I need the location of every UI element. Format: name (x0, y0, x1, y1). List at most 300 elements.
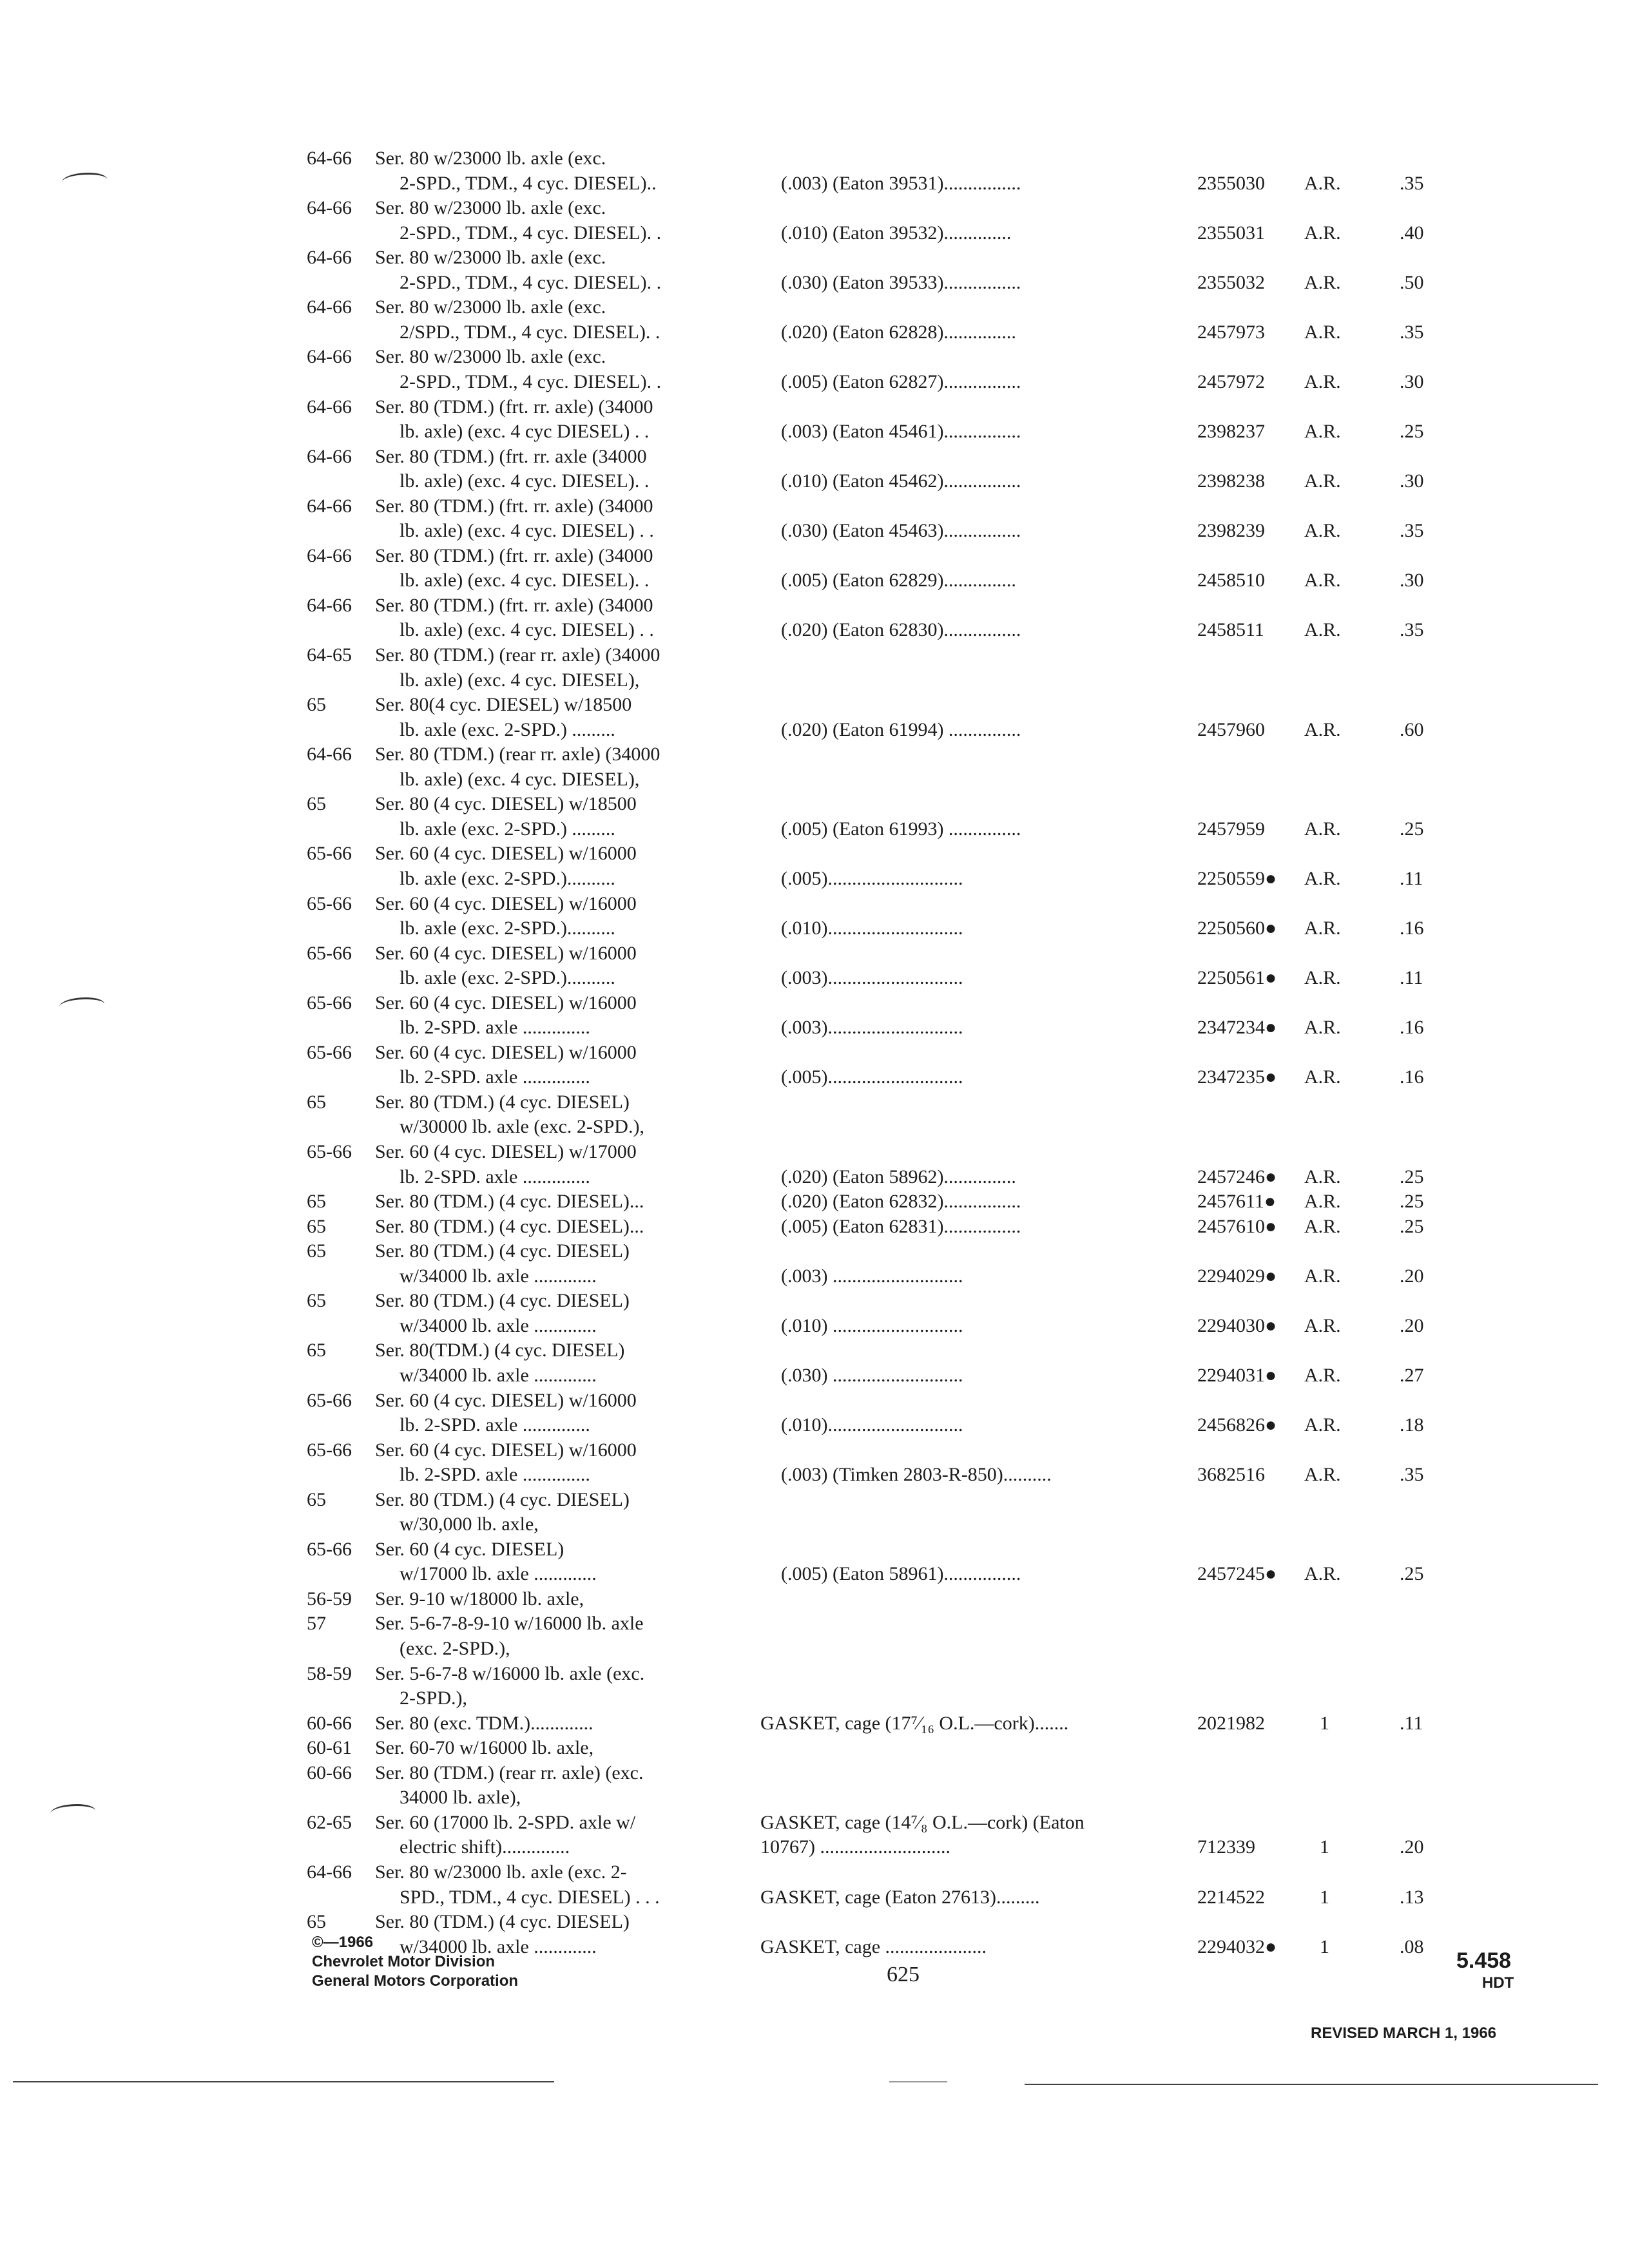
table-row (0, 644, 1629, 667)
description-cell: (.003)............................ (781, 967, 963, 989)
application-cell: lb. 2-SPD. axle .............. (400, 1414, 590, 1436)
application-cell: Ser. 80 (TDM.) (frt. rr. axle) (34000 (375, 495, 653, 517)
part-number-cell: 2355032 (1197, 271, 1265, 293)
application-cell: (exc. 2-SPD.), (400, 1638, 510, 1659)
application-cell: Ser. 80 w/23000 lb. axle (exc. 2- (375, 1861, 627, 1883)
part-number-cell: 2457245● (1197, 1563, 1277, 1585)
table-row (0, 1115, 1629, 1139)
price-cell: .35 (1400, 1464, 1424, 1486)
price-cell: .50 (1400, 271, 1424, 293)
price-cell: .35 (1400, 321, 1424, 343)
section-code: HDT (1482, 1974, 1514, 1992)
application-cell: Ser. 80(4 cyc. DIESEL) w/18500 (375, 694, 632, 716)
part-number-cell: 3682516 (1197, 1464, 1265, 1486)
part-number-cell: 2294029● (1197, 1265, 1277, 1287)
year-cell: 58-59 (307, 1662, 352, 1684)
price-cell: .16 (1400, 1066, 1424, 1088)
table-row (0, 1687, 1629, 1710)
quantity-cell: A.R. (1304, 1364, 1341, 1386)
year-cell: 64-66 (307, 296, 352, 318)
bottom-rule (889, 2081, 947, 2082)
table-row (0, 246, 1629, 269)
table-row (0, 544, 1629, 568)
part-number-cell: 2398238 (1197, 470, 1265, 492)
table-row (0, 966, 1629, 990)
description-cell: GASKET, cage (14⁷⁄₈ O.L.—cork) (Eaton (760, 1811, 1084, 1833)
description-cell: (.020) (Eaton 62832)................ (781, 1191, 1021, 1213)
application-cell: Ser. 80 (TDM.) (frt. rr. axle) (34000 (375, 396, 653, 418)
application-cell: Ser. 5-6-7-8 w/16000 lb. axle (exc. (375, 1662, 645, 1684)
part-number-cell: 2457246● (1197, 1166, 1277, 1187)
year-cell: 65-66 (307, 843, 352, 865)
table-row (0, 1488, 1629, 1512)
application-cell: Ser. 80 w/23000 lb. axle (exc. (375, 296, 606, 318)
quantity-cell: A.R. (1304, 271, 1341, 293)
application-cell: lb. axle) (exc. 4 cyc. DIESEL) . . (400, 520, 654, 542)
description-cell: (.020) (Eaton 61994) ............... (781, 718, 1021, 740)
year-cell: 56-59 (307, 1588, 352, 1610)
price-cell: .25 (1400, 1215, 1424, 1237)
year-cell: 65 (307, 1488, 326, 1510)
quantity-cell: A.R. (1304, 172, 1341, 194)
application-cell: 2-SPD., TDM., 4 cyc. DIESEL). . (400, 222, 662, 244)
quantity-cell: A.R. (1304, 570, 1341, 591)
quantity-cell: A.R. (1304, 1414, 1341, 1436)
table-row (0, 892, 1629, 916)
application-cell: lb. axle (exc. 2-SPD.).......... (400, 867, 615, 889)
table-row (0, 1612, 1629, 1635)
description-cell: 10767) ........................... (760, 1836, 950, 1858)
application-cell: w/34000 lb. axle ............. (400, 1314, 597, 1336)
application-cell: 2-SPD.), (400, 1687, 468, 1709)
quantity-cell: A.R. (1304, 1017, 1341, 1039)
table-row (0, 1339, 1629, 1362)
application-cell: Ser. 80 (TDM.) (4 cyc. DIESEL)... (375, 1215, 644, 1237)
table-row (0, 818, 1629, 841)
application-cell: Ser. 80 (TDM.) (rear rr. axle) (34000 (375, 744, 660, 765)
part-number-cell: 2457611● (1197, 1191, 1277, 1213)
application-cell: lb. axle (exc. 2-SPD.).......... (400, 918, 615, 939)
part-number-cell: 2294031● (1197, 1364, 1277, 1386)
table-row (0, 519, 1629, 543)
application-cell: lb. axle (exc. 2-SPD.) ......... (400, 818, 615, 840)
quantity-cell: A.R. (1304, 1314, 1341, 1336)
table-row (0, 1166, 1629, 1189)
description-cell: GASKET, cage (17⁷⁄₁₆ O.L.—cork)....... (760, 1712, 1069, 1734)
price-cell: .30 (1400, 570, 1424, 591)
price-cell: .25 (1400, 1191, 1424, 1213)
price-cell: .30 (1400, 470, 1424, 492)
application-cell: Ser. 9-10 w/18000 lb. axle, (375, 1588, 584, 1610)
year-cell: 64-66 (307, 1861, 352, 1883)
table-row (0, 1265, 1629, 1288)
quantity-cell: A.R. (1304, 370, 1341, 392)
table-row (0, 1016, 1629, 1039)
part-number-cell: 2250560● (1197, 918, 1277, 939)
quantity-cell: 1 (1320, 1712, 1329, 1734)
year-cell: 65 (307, 1191, 326, 1213)
price-cell: .20 (1400, 1265, 1424, 1287)
application-cell: Ser. 60 (4 cyc. DIESEL) w/16000 (375, 1439, 637, 1461)
quantity-cell: 1 (1320, 1936, 1329, 1957)
application-cell: Ser. 60 (4 cyc. DIESEL) w/16000 (375, 942, 637, 964)
year-cell: 65 (307, 793, 326, 815)
part-number-cell: 2294030● (1197, 1314, 1277, 1336)
application-cell: Ser. 80 (TDM.) (4 cyc. DIESEL)... (375, 1191, 644, 1213)
table-row (0, 693, 1629, 716)
part-number-cell: 2456826● (1197, 1414, 1277, 1436)
application-cell: 2-SPD., TDM., 4 cyc. DIESEL). . (400, 370, 662, 392)
application-cell: Ser. 80 (TDM.) (4 cyc. DIESEL) (375, 1290, 630, 1312)
description-cell: GASKET, cage (Eaton 27613)......... (760, 1886, 1040, 1908)
quantity-cell: 1 (1320, 1836, 1329, 1858)
year-cell: 64-66 (307, 247, 352, 269)
description-cell: (.020) (Eaton 62830)................ (781, 619, 1021, 641)
table-row (0, 1389, 1629, 1412)
table-row (0, 1786, 1629, 1809)
part-number-cell: 712339 (1197, 1836, 1255, 1858)
table-row (0, 867, 1629, 890)
table-row (0, 1289, 1629, 1312)
application-cell: Ser. 80 (4 cyc. DIESEL) w/18500 (375, 793, 637, 815)
table-row (0, 445, 1629, 468)
bottom-rule (1025, 2084, 1598, 2085)
price-cell: .60 (1400, 718, 1424, 740)
bottom-rule (13, 2081, 554, 2082)
year-cell: 65-66 (307, 1439, 352, 1461)
table-row (0, 942, 1629, 965)
table-row (0, 1662, 1629, 1686)
price-cell: .25 (1400, 421, 1424, 443)
part-number-cell: 2355031 (1197, 222, 1265, 244)
application-cell: Ser. 80 w/23000 lb. axle (exc. (375, 148, 606, 169)
application-cell: Ser. 60-70 w/16000 lb. axle, (375, 1737, 594, 1759)
application-cell: Ser. 80 w/23000 lb. axle (exc. (375, 197, 606, 219)
year-cell: 64-66 (307, 594, 352, 616)
year-cell: 65-66 (307, 892, 352, 914)
table-row (0, 296, 1629, 319)
table-row (0, 1041, 1629, 1064)
application-cell: w/30000 lb. axle (exc. 2-SPD.), (400, 1116, 644, 1138)
application-cell: lb. axle) (exc. 4 cyc. DIESEL) . . (400, 619, 654, 641)
part-number-cell: 2458510 (1197, 570, 1265, 591)
application-cell: Ser. 60 (4 cyc. DIESEL) w/16000 (375, 892, 637, 914)
table-row (0, 1439, 1629, 1462)
description-cell: (.030) (Eaton 45463)................ (781, 520, 1021, 542)
quantity-cell: A.R. (1304, 421, 1341, 443)
table-row (0, 1364, 1629, 1387)
table-row (0, 396, 1629, 419)
table-row (0, 917, 1629, 940)
description-cell: (.030) ........................... (781, 1364, 963, 1386)
table-row (0, 669, 1629, 692)
description-cell: (.005) (Eaton 62831)................ (781, 1215, 1021, 1237)
application-cell: Ser. 5-6-7-8-9-10 w/16000 lb. axle (375, 1613, 644, 1635)
part-number-cell: 2347235● (1197, 1066, 1277, 1088)
price-cell: .27 (1400, 1364, 1424, 1386)
application-cell: w/34000 lb. axle ............. (400, 1936, 597, 1957)
application-cell: lb. 2-SPD. axle .............. (400, 1166, 590, 1187)
application-cell: Ser. 80 (TDM.) (frt. rr. axle) (34000 (375, 544, 653, 566)
year-cell: 65-66 (307, 942, 352, 964)
table-row (0, 1463, 1629, 1486)
application-cell: Ser. 80 (TDM.) (4 cyc. DIESEL) (375, 1091, 630, 1113)
price-cell: .30 (1400, 370, 1424, 392)
table-row (0, 992, 1629, 1015)
year-cell: 64-65 (307, 644, 352, 666)
price-cell: .20 (1400, 1314, 1424, 1336)
part-number-cell: 2021982 (1197, 1712, 1265, 1734)
description-cell: (.005)............................ (781, 1066, 963, 1088)
table-row (0, 569, 1629, 592)
part-number-cell: 2457610● (1197, 1215, 1277, 1237)
year-cell: 65-66 (307, 1389, 352, 1411)
application-cell: Ser. 60 (4 cyc. DIESEL) w/17000 (375, 1141, 637, 1162)
year-cell: 65-66 (307, 1041, 352, 1063)
year-cell: 65 (307, 1091, 326, 1113)
part-number-cell: 2458511 (1197, 619, 1264, 641)
application-cell: lb. axle) (exc. 4 cyc. DIESEL), (400, 669, 640, 691)
application-cell: Ser. 80 (TDM.) (frt. rr. axle) (34000 (375, 594, 653, 616)
price-cell: .35 (1400, 172, 1424, 194)
application-cell: lb. 2-SPD. axle .............. (400, 1066, 590, 1088)
application-cell: Ser. 60 (4 cyc. DIESEL) (375, 1538, 564, 1560)
application-cell: Ser. 60 (4 cyc. DIESEL) w/16000 (375, 1389, 637, 1411)
table-row (0, 743, 1629, 766)
description-cell: GASKET, cage ..................... (760, 1936, 987, 1957)
year-cell: 65-66 (307, 992, 352, 1014)
application-cell: lb. axle (exc. 2-SPD.).......... (400, 967, 615, 989)
year-cell: 60-66 (307, 1762, 352, 1783)
application-cell: Ser. 80 (exc. TDM.)............. (375, 1712, 593, 1734)
price-cell: .35 (1400, 619, 1424, 641)
application-cell: w/34000 lb. axle ............. (400, 1265, 597, 1287)
year-cell: 64-66 (307, 148, 352, 169)
year-cell: 65 (307, 1215, 326, 1237)
table-row (0, 495, 1629, 518)
year-cell: 62-65 (307, 1811, 352, 1833)
part-number-cell: 2294032● (1197, 1936, 1277, 1957)
part-number-cell: 2347234● (1197, 1017, 1277, 1039)
quantity-cell: A.R. (1304, 1563, 1341, 1585)
table-row (0, 1091, 1629, 1114)
description-cell: (.003)............................ (781, 1017, 963, 1039)
table-row (0, 1712, 1629, 1735)
part-number-cell: 2250561● (1197, 967, 1277, 989)
quantity-cell: A.R. (1304, 520, 1341, 542)
application-cell: Ser. 80 (TDM.) (4 cyc. DIESEL) (375, 1911, 630, 1933)
quantity-cell: A.R. (1304, 918, 1341, 939)
table-row (0, 271, 1629, 294)
quantity-cell: A.R. (1304, 1464, 1341, 1486)
description-cell: (.020) (Eaton 62828)............... (781, 321, 1016, 343)
application-cell: electric shift).............. (400, 1836, 570, 1858)
quantity-cell: A.R. (1304, 1215, 1341, 1237)
price-cell: .16 (1400, 1017, 1424, 1039)
year-cell: 60-66 (307, 1712, 352, 1734)
year-cell: 64-66 (307, 197, 352, 219)
application-cell: lb. axle (exc. 2-SPD.) ......... (400, 718, 615, 740)
table-row (0, 1240, 1629, 1263)
table-row (0, 1140, 1629, 1164)
description-cell: (.010) (Eaton 45462)................ (781, 470, 1021, 492)
part-number-cell: 2457959 (1197, 818, 1265, 840)
application-cell: Ser. 60 (4 cyc. DIESEL) w/16000 (375, 992, 637, 1014)
year-cell: 65-66 (307, 1538, 352, 1560)
application-cell: Ser. 80 (TDM.) (4 cyc. DIESEL) (375, 1240, 630, 1262)
application-cell: Ser. 80 (TDM.) (rear rr. axle) (exc. (375, 1762, 644, 1783)
application-cell: Ser. 80 (TDM.) (frt. rr. axle (34000 (375, 445, 647, 467)
year-cell: 65 (307, 1290, 326, 1312)
application-cell: lb. 2-SPD. axle .............. (400, 1017, 590, 1039)
year-cell: 57 (307, 1613, 326, 1635)
quantity-cell: A.R. (1304, 1191, 1341, 1213)
table-row (0, 842, 1629, 865)
year-cell: 65-66 (307, 1141, 352, 1162)
corporation-name: General Motors Corporation (312, 1972, 519, 1990)
table-row (0, 1414, 1629, 1437)
quantity-cell: A.R. (1304, 321, 1341, 343)
table-row (0, 1736, 1629, 1760)
table-row (0, 470, 1629, 493)
application-cell: Ser. 80 w/23000 lb. axle (exc. (375, 247, 606, 269)
description-cell: (.005) (Eaton 58961)................ (781, 1563, 1021, 1585)
application-cell: Ser. 60 (4 cyc. DIESEL) w/16000 (375, 843, 637, 865)
year-cell: 64-66 (307, 544, 352, 566)
price-cell: .35 (1400, 520, 1424, 542)
quantity-cell: A.R. (1304, 470, 1341, 492)
page-number: 625 (887, 1963, 920, 1986)
application-cell: 2/SPD., TDM., 4 cyc. DIESEL). . (400, 321, 660, 343)
price-cell: .08 (1400, 1936, 1424, 1957)
quantity-cell: A.R. (1304, 222, 1341, 244)
description-cell: (.030) (Eaton 39533)................ (781, 271, 1021, 293)
part-number-cell: 2398237 (1197, 421, 1265, 443)
application-cell: SPD., TDM., 4 cyc. DIESEL) . . . (400, 1886, 660, 1908)
margin-mark (50, 1804, 95, 1820)
part-number-cell: 2250559● (1197, 867, 1277, 889)
price-cell: .11 (1400, 967, 1423, 989)
table-row (0, 619, 1629, 642)
margin-mark (59, 997, 104, 1014)
table-row (0, 793, 1629, 816)
quantity-cell: A.R. (1304, 1166, 1341, 1187)
application-cell: lb. axle) (exc. 4 cyc DIESEL) . . (400, 421, 650, 443)
table-row (0, 1215, 1629, 1238)
application-cell: lb. axle) (exc. 4 cyc. DIESEL). . (400, 570, 650, 591)
application-cell: Ser. 80(TDM.) (4 cyc. DIESEL) (375, 1340, 625, 1361)
table-row (0, 1314, 1629, 1338)
table-row (0, 718, 1629, 742)
table-row (0, 1637, 1629, 1660)
application-cell: Ser. 60 (17000 lb. 2-SPD. axle w/ (375, 1811, 636, 1833)
application-cell: Ser. 60 (4 cyc. DIESEL) w/16000 (375, 1041, 637, 1063)
section-number: 5.458 (1456, 1948, 1512, 1973)
application-cell: lb. 2-SPD. axle .............. (400, 1464, 590, 1486)
table-row (0, 768, 1629, 791)
application-cell: 2-SPD., TDM., 4 cyc. DIESEL).. (400, 172, 657, 194)
quantity-cell: A.R. (1304, 619, 1341, 641)
year-cell: 64-66 (307, 346, 352, 368)
year-cell: 65 (307, 694, 326, 716)
description-cell: (.005) (Eaton 62827)................ (781, 370, 1021, 392)
year-cell: 64-66 (307, 396, 352, 418)
table-row (0, 420, 1629, 443)
table-row (0, 1936, 1629, 1959)
part-number-cell: 2214522 (1197, 1886, 1265, 1908)
part-number-cell: 2355030 (1197, 172, 1265, 194)
year-cell: 64-66 (307, 744, 352, 765)
application-cell: 34000 lb. axle), (400, 1787, 521, 1809)
revision-date: REVISED MARCH 1, 1966 (1311, 2024, 1497, 2042)
price-cell: .25 (1400, 818, 1424, 840)
table-row (0, 1513, 1629, 1536)
table-row (0, 594, 1629, 617)
year-cell: 65 (307, 1240, 326, 1262)
price-cell: .16 (1400, 918, 1424, 939)
application-cell: Ser. 80 w/23000 lb. axle (exc. (375, 346, 606, 368)
table-row (0, 1762, 1629, 1785)
part-number-cell: 2457973 (1197, 321, 1265, 343)
application-cell: w/34000 lb. axle ............. (400, 1364, 597, 1386)
year-cell: 60-61 (307, 1737, 352, 1759)
quantity-cell: A.R. (1304, 867, 1341, 889)
description-cell: (.005)............................ (781, 867, 963, 889)
part-number-cell: 2398239 (1197, 520, 1265, 542)
description-cell: (.010) (Eaton 39532).............. (781, 222, 1012, 244)
price-cell: .18 (1400, 1414, 1424, 1436)
year-cell: 64-66 (307, 445, 352, 467)
part-number-cell: 2457960 (1197, 718, 1265, 740)
application-cell: 2-SPD., TDM., 4 cyc. DIESEL). . (400, 271, 662, 293)
table-row (0, 222, 1629, 245)
table-row (0, 1562, 1629, 1586)
quantity-cell: 1 (1320, 1886, 1329, 1908)
table-row (0, 147, 1629, 170)
description-cell: (.005) (Eaton 61993) ............... (781, 818, 1021, 840)
quantity-cell: A.R. (1304, 1066, 1341, 1088)
part-number-cell: 2457972 (1197, 370, 1265, 392)
quantity-cell: A.R. (1304, 718, 1341, 740)
table-row (0, 1836, 1629, 1859)
year-cell: 65 (307, 1911, 326, 1933)
description-cell: (.010) ........................... (781, 1314, 963, 1336)
division-name: Chevrolet Motor Division (312, 1953, 496, 1970)
copyright: ©—1966 (312, 1934, 374, 1951)
application-cell: Ser. 80 (TDM.) (rear rr. axle) (34000 (375, 644, 660, 666)
quantity-cell: A.R. (1304, 967, 1341, 989)
price-cell: .11 (1400, 867, 1423, 889)
margin-mark (62, 173, 107, 189)
table-row (0, 172, 1629, 195)
table-row (0, 1861, 1629, 1884)
table-row (0, 1066, 1629, 1089)
table-row (0, 345, 1629, 369)
price-cell: .13 (1400, 1886, 1424, 1908)
description-cell: (.003) (Eaton 39531)................ (781, 172, 1021, 194)
description-cell: (.010)............................ (781, 918, 963, 939)
price-cell: .40 (1400, 222, 1424, 244)
description-cell: (.010)............................ (781, 1414, 963, 1436)
table-row (0, 197, 1629, 220)
table-row (0, 1886, 1629, 1909)
table-row (0, 1910, 1629, 1934)
year-cell: 64-66 (307, 495, 352, 517)
table-row (0, 321, 1629, 344)
price-cell: .25 (1400, 1166, 1424, 1187)
price-cell: .11 (1400, 1712, 1423, 1734)
price-cell: .20 (1400, 1836, 1424, 1858)
